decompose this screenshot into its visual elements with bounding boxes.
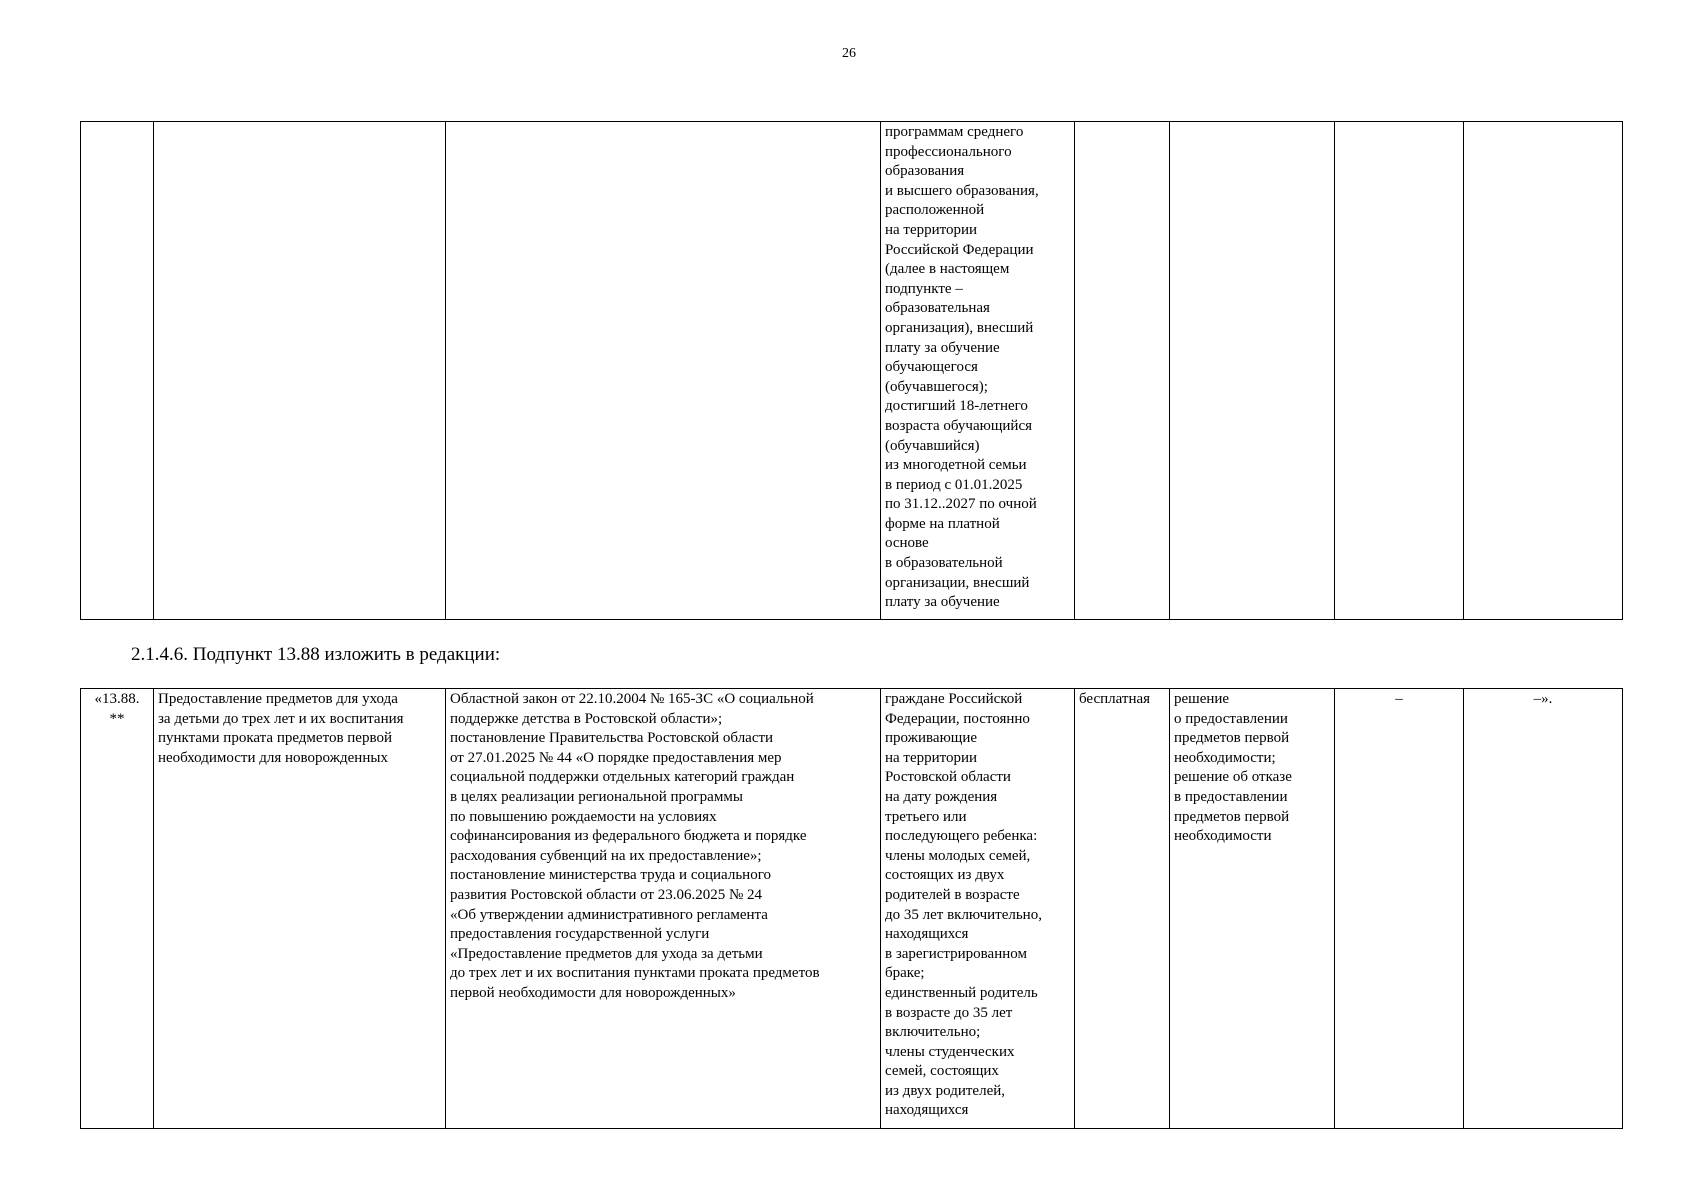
text-line: «Предоставление предметов для ухода за детьми	[450, 945, 763, 962]
text-line: обучающегося	[885, 359, 978, 376]
text-line: семей, состоящих	[885, 1063, 999, 1080]
text-line: необходимости;	[1174, 749, 1276, 766]
text-line: в возрасте до 35 лет	[885, 1004, 1013, 1021]
cell-result	[1170, 689, 1335, 1129]
text-line: находящихся	[885, 1102, 969, 1119]
table-row	[81, 689, 1623, 1129]
text-line: софинансирования из федерального бюджета и порядке	[450, 828, 807, 845]
text-line: в зарегистрированном	[885, 945, 1027, 962]
text-line: в период с 01.01.2025	[885, 476, 1023, 493]
text-line: пунктами проката предметов первой	[158, 730, 392, 747]
cell-service-name	[154, 122, 446, 620]
text-line: **	[109, 710, 125, 727]
text-line: образования	[885, 163, 965, 180]
text-line: в предоставлении	[1174, 788, 1288, 805]
amendment-table	[80, 688, 1623, 1129]
text-line: на дату рождения	[885, 788, 998, 805]
text-line: из многодетной семьи	[885, 457, 1027, 474]
cell-col7	[1335, 122, 1464, 620]
text-line: образовательная	[885, 300, 990, 317]
text-line: граждане Российской	[885, 691, 1023, 707]
text-line: (далее в настоящем	[885, 261, 1010, 278]
cell-service-name	[154, 689, 446, 1129]
cell-number	[81, 122, 154, 620]
text-line: в целях реализации региональной программы	[450, 788, 743, 805]
text-line: –	[1395, 691, 1403, 707]
text-line: на территории	[885, 221, 978, 238]
text-line: Предоставление предметов для ухода	[158, 691, 398, 707]
text-line: находящихся	[885, 926, 969, 943]
text-line: предоставления государственной услуги	[450, 926, 710, 943]
cell-cost	[1075, 122, 1170, 620]
cell-number	[81, 689, 154, 1129]
cell-legal-basis	[446, 122, 881, 620]
text-line: единственный родитель	[885, 984, 1038, 1001]
text-line: Ростовской области	[885, 769, 1011, 786]
cell-legal-basis	[446, 689, 881, 1129]
text-line: достигший 18-летнего	[885, 398, 1028, 415]
text-line: постановление министерства труда и социального	[450, 867, 771, 884]
text-line: и высшего образования,	[885, 182, 1039, 199]
text-line: на территории	[885, 749, 978, 766]
text-line: последующего ребенка:	[885, 828, 1038, 845]
text-line: расходования субвенций на их предоставление»;	[450, 847, 762, 864]
amendment-heading: 2.1.4.6. Подпункт 13.88 изложить в редакции:	[131, 644, 501, 665]
text-line: развития Ростовской области от 23.06.2025 № 24	[450, 886, 763, 903]
text-line: о предоставлении	[1174, 710, 1288, 727]
text-line: постановление Правительства Ростовской области	[450, 730, 774, 747]
cell-col8	[1464, 689, 1623, 1129]
text-line: основе	[885, 535, 929, 552]
text-line: до трех лет и их воспитания пунктами проката предметов	[450, 965, 820, 982]
text-line: состоящих из двух	[885, 867, 1005, 884]
text-line: (обучавшегося);	[885, 378, 988, 395]
text-line: в образовательной	[885, 555, 1003, 572]
text-line: бесплатная	[1079, 691, 1151, 707]
text-line: до 35 лет включительно,	[885, 906, 1042, 923]
cell-cost	[1075, 689, 1170, 1129]
text-line: «Об утверждении административного регламента	[450, 906, 768, 923]
text-line: члены студенческих	[885, 1043, 1015, 1060]
text-line: от 27.01.2025 № 44 «О порядке предоставления мер	[450, 749, 782, 766]
text-line: проживающие	[885, 730, 978, 747]
page-number: 26	[842, 46, 856, 61]
text-line: третьего или	[885, 808, 967, 825]
text-line: профессионального	[885, 143, 1012, 160]
text-line: программам среднего	[885, 124, 1024, 140]
continuation-table	[80, 121, 1623, 620]
cell-col8	[1464, 122, 1623, 620]
text-line: подпункте –	[885, 280, 963, 297]
text-line: включительно;	[885, 1024, 981, 1041]
text-line: из двух родителей,	[885, 1082, 1006, 1099]
text-line: Федерации, постоянно	[885, 710, 1030, 727]
table-row	[81, 122, 1623, 620]
text-line: члены молодых семей,	[885, 847, 1031, 864]
text-line: браке;	[885, 965, 925, 982]
text-line: возраста обучающийся	[885, 417, 1032, 434]
text-line: поддержке детства в Ростовской области»;	[450, 710, 723, 727]
text-line: организации, внесший	[885, 574, 1030, 591]
text-line: Российской Федерации	[885, 241, 1034, 258]
text-line: родителей в возрасте	[885, 886, 1020, 903]
text-line: «13.88.	[94, 691, 140, 707]
cell-result	[1170, 122, 1335, 620]
text-line: за детьми до трех лет и их воспитания	[158, 710, 404, 727]
text-line: –».	[1533, 691, 1553, 707]
text-line: форме на платной	[885, 515, 1000, 532]
text-line: по повышению рождаемости на условиях	[450, 808, 717, 825]
text-line: решение об отказе	[1174, 769, 1292, 786]
cell-recipients	[881, 122, 1075, 620]
text-line: плату за обучение	[885, 594, 1000, 611]
text-line: необходимости	[1174, 828, 1272, 845]
text-line: предметов первой	[1174, 808, 1290, 825]
text-line: Областной закон от 22.10.2004 № 165-ЗС «О социальной	[450, 691, 814, 707]
text-line: необходимости для новорожденных	[158, 749, 388, 766]
text-line: (обучавшийся)	[885, 437, 980, 454]
cell-recipients	[881, 689, 1075, 1129]
text-line: решение	[1174, 691, 1230, 707]
text-line: организация), внесший	[885, 319, 1034, 336]
text-line: социальной поддержки отдельных категорий граждан	[450, 769, 795, 786]
text-line: расположенной	[885, 202, 985, 219]
text-line: предметов первой	[1174, 730, 1290, 747]
text-line: плату за обучение	[885, 339, 1000, 356]
cell-col7	[1335, 689, 1464, 1129]
text-line: по 31.12..2027 по очной	[885, 496, 1037, 513]
text-line: первой необходимости для новорожденных»	[450, 984, 736, 1001]
